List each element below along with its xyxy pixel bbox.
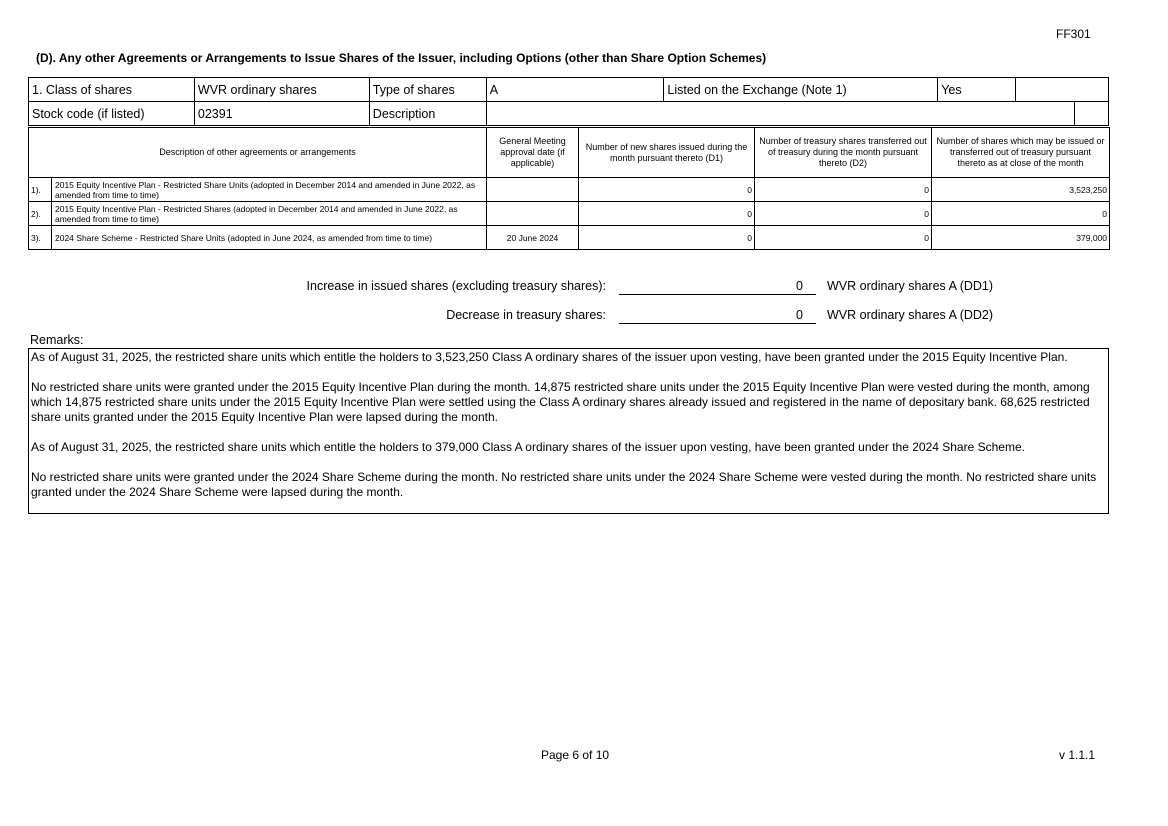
row-d2: 0 bbox=[755, 202, 932, 226]
increase-label: Increase in issued shares (excluding treasury shares): bbox=[306, 279, 606, 293]
table-row bbox=[29, 202, 1110, 226]
header-description: Description of other agreements or arrangements bbox=[29, 128, 487, 178]
table-row bbox=[29, 178, 1110, 202]
remark-paragraph: No restricted share units were granted under the 2015 Equity Incentive Plan during the month. 14,875 restricted share units under the 2015 Equity Incentive Plan were vested during the month, among which 14,875 restricted share units under the 2015 Equity Incentive Plan were settled using the Class A ordinary shares already issued and registered in the name of depositary bank. 68,625 restricted share units granted under the 2015 Equity Incentive Plan were lapsed during the month. bbox=[31, 380, 1090, 424]
row-index: 3). bbox=[29, 226, 52, 250]
row-index: 1). bbox=[29, 178, 52, 202]
row-description: 2015 Equity Incentive Plan - Restricted Shares (adopted in December 2014 and amended in June 2022, as amended from time to time) bbox=[52, 202, 487, 226]
row-approval-date bbox=[487, 178, 579, 202]
increase-unit: WVR ordinary shares A (DD1) bbox=[827, 279, 994, 293]
header-d1: Number of new shares issued during the month pursuant thereto (D1) bbox=[579, 128, 755, 178]
row-approval-date bbox=[487, 202, 579, 226]
remark-paragraph: As of August 31, 2025, the restricted share units which entitle the holders to 379,000 Class A ordinary shares of the issuer upon vesting, have been granted under the 2024 Share Scheme. bbox=[31, 440, 1025, 454]
remark-paragraph: No restricted share units were granted under the 2024 Share Scheme during the month. No restricted share units under the 2024 Share Scheme were vested during the month. No restricted share units granted under the 2024 Share Scheme were lapsed during the month. bbox=[31, 470, 1097, 499]
class-row bbox=[29, 78, 1109, 102]
row-d1: 0 bbox=[579, 226, 755, 250]
row-close: 0 bbox=[932, 202, 1110, 226]
header-close: Number of shares which may be issued or transferred out of treasury pursuant thereto as at close of the month bbox=[932, 128, 1110, 178]
table-row bbox=[29, 226, 1110, 250]
description-value bbox=[486, 102, 1074, 126]
remark-paragraph: As of August 31, 2025, the restricted share units which entitle the holders to 3,523,250 Class A ordinary shares of the issuer upon vesting, have been granted under the 2015 Equity Incentive Plan. bbox=[31, 350, 1068, 364]
decrease-label: Decrease in treasury shares: bbox=[446, 308, 606, 322]
row-d2: 0 bbox=[755, 178, 932, 202]
class-value: WVR ordinary shares bbox=[194, 78, 369, 102]
listed-label: Listed on the Exchange (Note 1) bbox=[664, 78, 938, 102]
header-approval: General Meeting approval date (if applicable) bbox=[487, 128, 579, 178]
share-info-table bbox=[28, 77, 1109, 126]
decrease-value: 0 bbox=[619, 308, 816, 324]
increase-value: 0 bbox=[619, 279, 816, 295]
row-close: 379,000 bbox=[932, 226, 1110, 250]
blank-cell bbox=[1075, 102, 1109, 126]
row-approval-date: 20 June 2024 bbox=[487, 226, 579, 250]
table-header bbox=[29, 128, 1110, 178]
type-value: A bbox=[486, 78, 664, 102]
remarks-box bbox=[28, 348, 1109, 514]
row-d1: 0 bbox=[579, 202, 755, 226]
row-index: 2). bbox=[29, 202, 52, 226]
form-version: v 1.1.1 bbox=[1059, 748, 1096, 762]
stock-code-label: Stock code (if listed) bbox=[29, 102, 195, 126]
section-title: (D). Any other Agreements or Arrangements to Issue Shares of the Issuer, including Options (other than Share Option Schemes) bbox=[36, 51, 767, 65]
decrease-unit: WVR ordinary shares A (DD2) bbox=[827, 308, 994, 322]
type-label: Type of shares bbox=[369, 78, 486, 102]
header-d2: Number of treasury shares transferred out of treasury during the month pursuant thereto (D2) bbox=[755, 128, 932, 178]
row-description: 2024 Share Scheme - Restricted Share Units (adopted in June 2024, as amended from time to time) bbox=[52, 226, 487, 250]
blank-cell bbox=[1016, 78, 1109, 102]
row-close: 3,523,250 bbox=[932, 178, 1110, 202]
listed-value: Yes bbox=[938, 78, 1016, 102]
arrangements-table bbox=[28, 127, 1110, 250]
row-d1: 0 bbox=[579, 178, 755, 202]
description-label: Description bbox=[369, 102, 486, 126]
page-number: Page 6 of 10 bbox=[541, 748, 610, 762]
stock-code-value: 02391 bbox=[194, 102, 369, 126]
row-description: 2015 Equity Incentive Plan - Restricted Share Units (adopted in December 2014 and amended in June 2022, as amended from time to time) bbox=[52, 178, 487, 202]
remarks-label: Remarks: bbox=[30, 333, 84, 347]
stock-code-row bbox=[29, 102, 1109, 126]
form-code: FF301 bbox=[1056, 27, 1091, 41]
class-label: 1. Class of shares bbox=[29, 78, 195, 102]
row-d2: 0 bbox=[755, 226, 932, 250]
